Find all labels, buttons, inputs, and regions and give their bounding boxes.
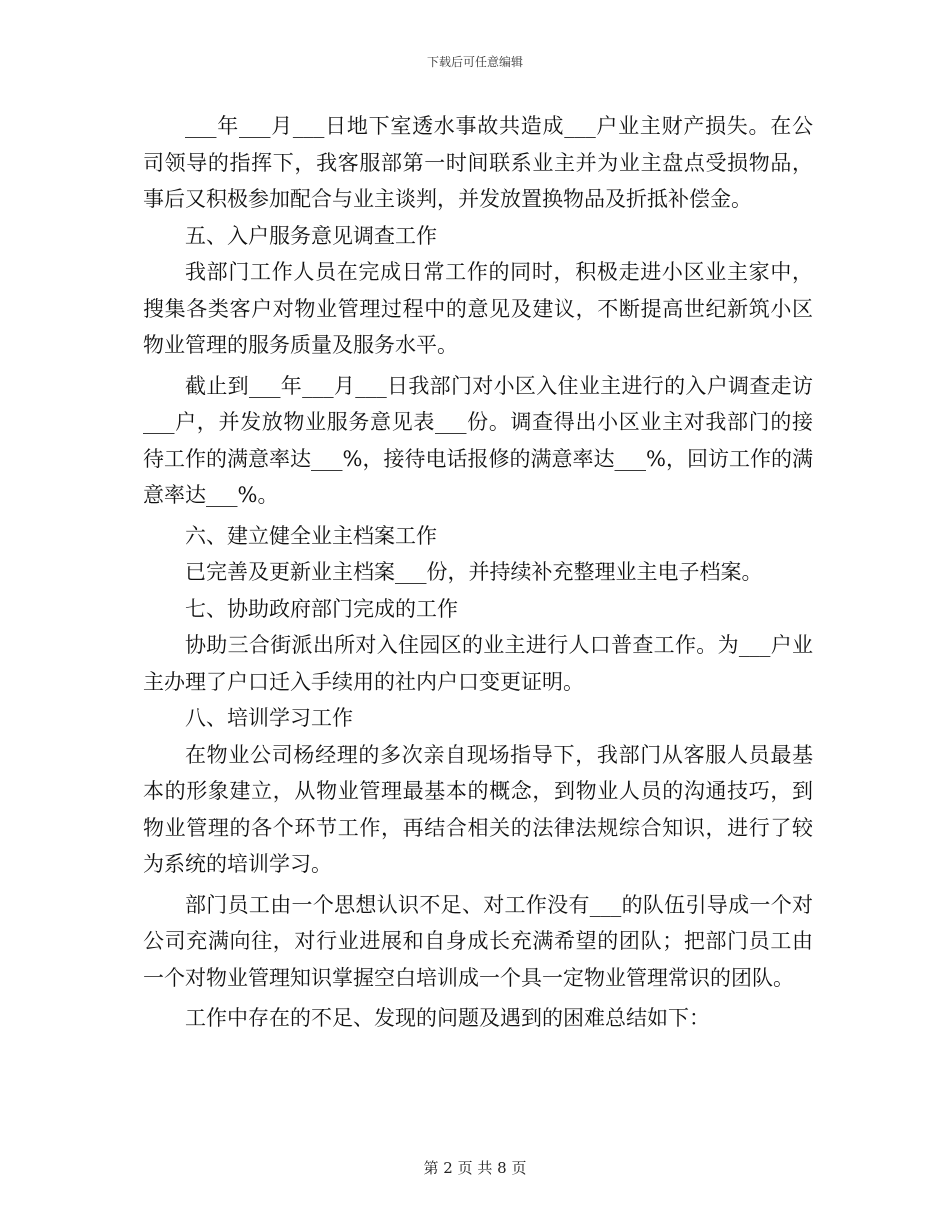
paragraph: 我部门工作人员在完成日常工作的同时，积极走进小区业主家中，搜集各类客户对物业管理过程中的意见及建议，不断提高世纪新筑小区物业管理的服务质量及服务水平。 bbox=[143, 260, 813, 357]
document-body bbox=[143, 108, 813, 1037]
paragraph: ___年___月___日地下室透水事故共造成___户业主财产损失。在公司领导的指挥下，我客服部第一时间联系业主并为业主盘点受损物品，事后又积极参加配合与业主谈判，并发放置换物品及折抵补偿金。 bbox=[143, 114, 813, 211]
section-heading: 五、入户服务意见调查工作 bbox=[185, 223, 437, 248]
page-header: 下载后可任意编辑 bbox=[426, 55, 523, 69]
section-heading: 八、培训学习工作 bbox=[185, 706, 353, 730]
paragraph: 已完善及更新业主档案___份，并持续补充整理业主电子档案。 bbox=[185, 560, 763, 584]
paragraph: 协助三合街派出所对入住园区的业主进行人口普查工作。为___户业主办理了户口迁入手续用的社内户口变更证明。 bbox=[143, 633, 813, 694]
paragraph: 截止到___年___月___日我部门对小区入住业主进行的入户调查走访___户，并发放物业服务意见表___份。调查得出小区业主对我部门的接待工作的满意率达___%，接待电话报修的满意率达___%，回访工作的满意率达___%。 bbox=[143, 373, 813, 507]
paragraph: 在物业公司杨经理的多次亲自现场指导下，我部门从客服人员最基本的形象建立，从物业管理最基本的概念，到物业人员的沟通技巧，到物业管理的各个环节工作，再结合相关的法律法规综合知识，进行了较为系统的培训学习。 bbox=[143, 742, 813, 876]
paragraph: 部门员工由一个思想认识不足、对工作没有___的队伍引导成一个对公司充满向往，对行业进展和自身成长充满希望的团队；把部门员工由一个对物业管理知识掌握空白培训成一个具一定物业管理常识的团队。 bbox=[143, 892, 813, 990]
paragraph: 工作中存在的不足、发现的问题及遇到的困难总结如下： bbox=[185, 1006, 710, 1030]
section-heading: 七、协助政府部门完成的工作 bbox=[185, 596, 458, 621]
section-heading: 六、建立健全业主档案工作 bbox=[185, 523, 437, 548]
page-footer: 第 2 页 共 8 页 bbox=[423, 1159, 527, 1177]
